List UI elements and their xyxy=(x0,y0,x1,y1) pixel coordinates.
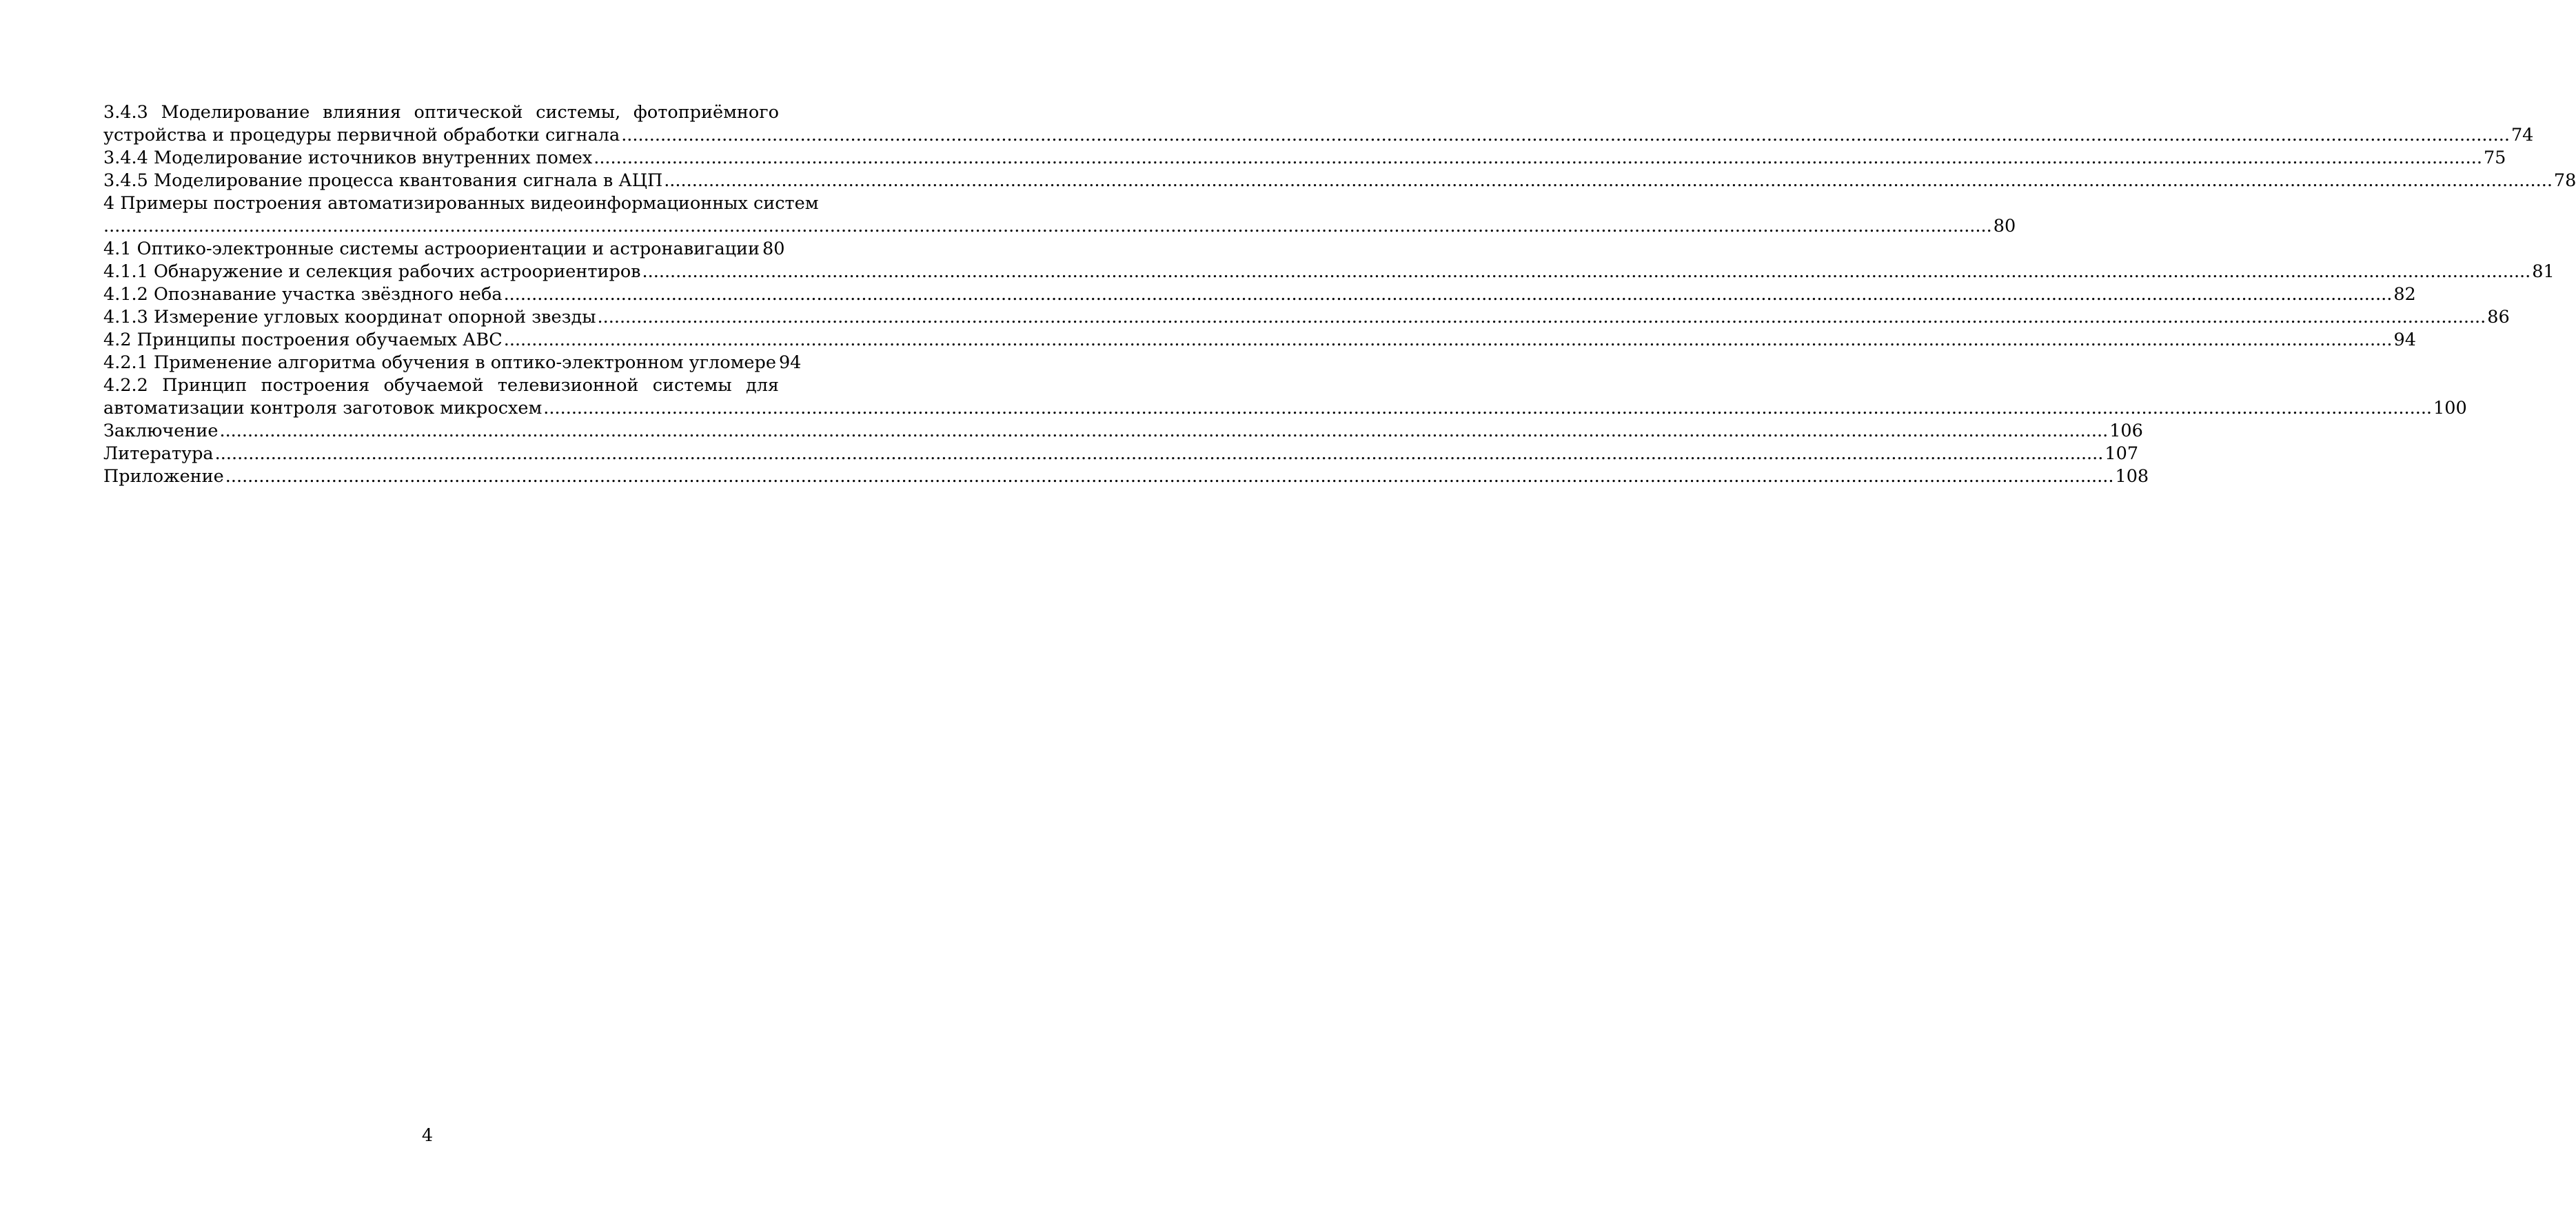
dot-leader xyxy=(598,306,2486,329)
dot-leader xyxy=(621,124,2510,147)
toc-entry-4-1-3 xyxy=(103,306,2510,329)
toc-entry-title: автоматизации контроля заготовок микросхем xyxy=(103,398,542,419)
table-of-contents xyxy=(103,101,2576,488)
dot-leader xyxy=(103,215,1992,238)
toc-entry-4-line2 xyxy=(103,215,2016,238)
toc-entry-title: 4.1.1 Обнаружение и селекция рабочих астроориентиров xyxy=(103,261,641,282)
toc-entry-title: 3.4.5 Моделирование процесса квантования сигнала в АЦП xyxy=(103,170,663,191)
toc-entry-4-2 xyxy=(103,329,2416,352)
toc-entry-title: Заключение xyxy=(103,421,219,441)
toc-entry-3-4-3-line2 xyxy=(103,124,2534,147)
toc-entry-4-2-2-line1: 4.2.2 Принцип построения обучаемой телевизионной системы для xyxy=(103,375,779,396)
toc-entry-title: 3.4.4 Моделирование источников внутренних помех xyxy=(103,148,593,168)
toc-page-number: 81 xyxy=(2532,261,2555,282)
toc-entry-title: устройства и процедуры первичной обработки сигнала xyxy=(103,125,620,145)
toc-entry-title: Литература xyxy=(103,443,214,464)
dot-leader xyxy=(594,147,2482,170)
toc-page-number: 106 xyxy=(2109,421,2143,441)
toc-entry-4-2-2-line2 xyxy=(103,397,2467,420)
toc-entry-title: 4.2 Принципы построения обучаемых АВС xyxy=(103,330,503,350)
page-number: 4 xyxy=(421,1125,434,1146)
dot-leader xyxy=(543,397,2432,420)
toc-entry-title: 4.2.1 Применение алгоритма обучения в оптико-электронном угломере xyxy=(103,352,776,373)
toc-entry-conclusion xyxy=(103,420,2143,443)
toc-page-number: 78 xyxy=(2553,170,2576,191)
toc-entry-title: Приложение xyxy=(103,466,224,487)
dot-leader xyxy=(225,465,2114,488)
toc-page-number: 82 xyxy=(2393,284,2416,305)
toc-entry-title: 4.1.2 Опознавание участка звёздного неба xyxy=(103,284,503,305)
toc-entry-4-2-1 xyxy=(103,352,802,374)
toc-page-number: 94 xyxy=(2393,330,2416,350)
dot-leader xyxy=(215,443,2104,465)
toc-entry-3-4-4 xyxy=(103,147,2506,170)
toc-page-number: 86 xyxy=(2487,307,2510,327)
toc-entry-3-4-3-line1: 3.4.3 Моделирование влияния оптической системы, фотоприёмного xyxy=(103,102,779,123)
toc-entry-4-1 xyxy=(103,238,785,261)
toc-entry-title: 4.1 Оптико-электронные системы астроориентации и астронавигации xyxy=(103,239,760,259)
toc-entry-title: 4.1.3 Измерение угловых координат опорной звезды xyxy=(103,307,596,327)
dot-leader xyxy=(642,261,2531,283)
dot-leader xyxy=(664,170,2553,192)
dot-leader xyxy=(219,420,2108,443)
toc-page-number: 107 xyxy=(2105,443,2139,464)
dot-leader xyxy=(504,283,2393,306)
toc-entry-4-1-1 xyxy=(103,261,2555,283)
toc-page-number: 80 xyxy=(1993,216,2016,236)
toc-page-number: 108 xyxy=(2115,466,2149,487)
toc-entry-literature xyxy=(103,443,2139,465)
toc-page-number: 94 xyxy=(778,352,802,373)
dot-leader xyxy=(504,329,2393,352)
toc-page-number: 80 xyxy=(762,239,785,259)
toc-entry-4-1-2 xyxy=(103,283,2416,306)
toc-entry-3-4-5 xyxy=(103,170,2576,192)
toc-page-number: 100 xyxy=(2433,398,2467,419)
toc-page-number: 75 xyxy=(2483,148,2506,168)
toc-entry-title: 4 Примеры построения автоматизированных видеоинформационных систем xyxy=(103,193,819,214)
toc-page-number: 74 xyxy=(2511,125,2534,145)
toc-entry-appendix xyxy=(103,465,2149,488)
toc-entry-4-line1 xyxy=(103,192,819,215)
